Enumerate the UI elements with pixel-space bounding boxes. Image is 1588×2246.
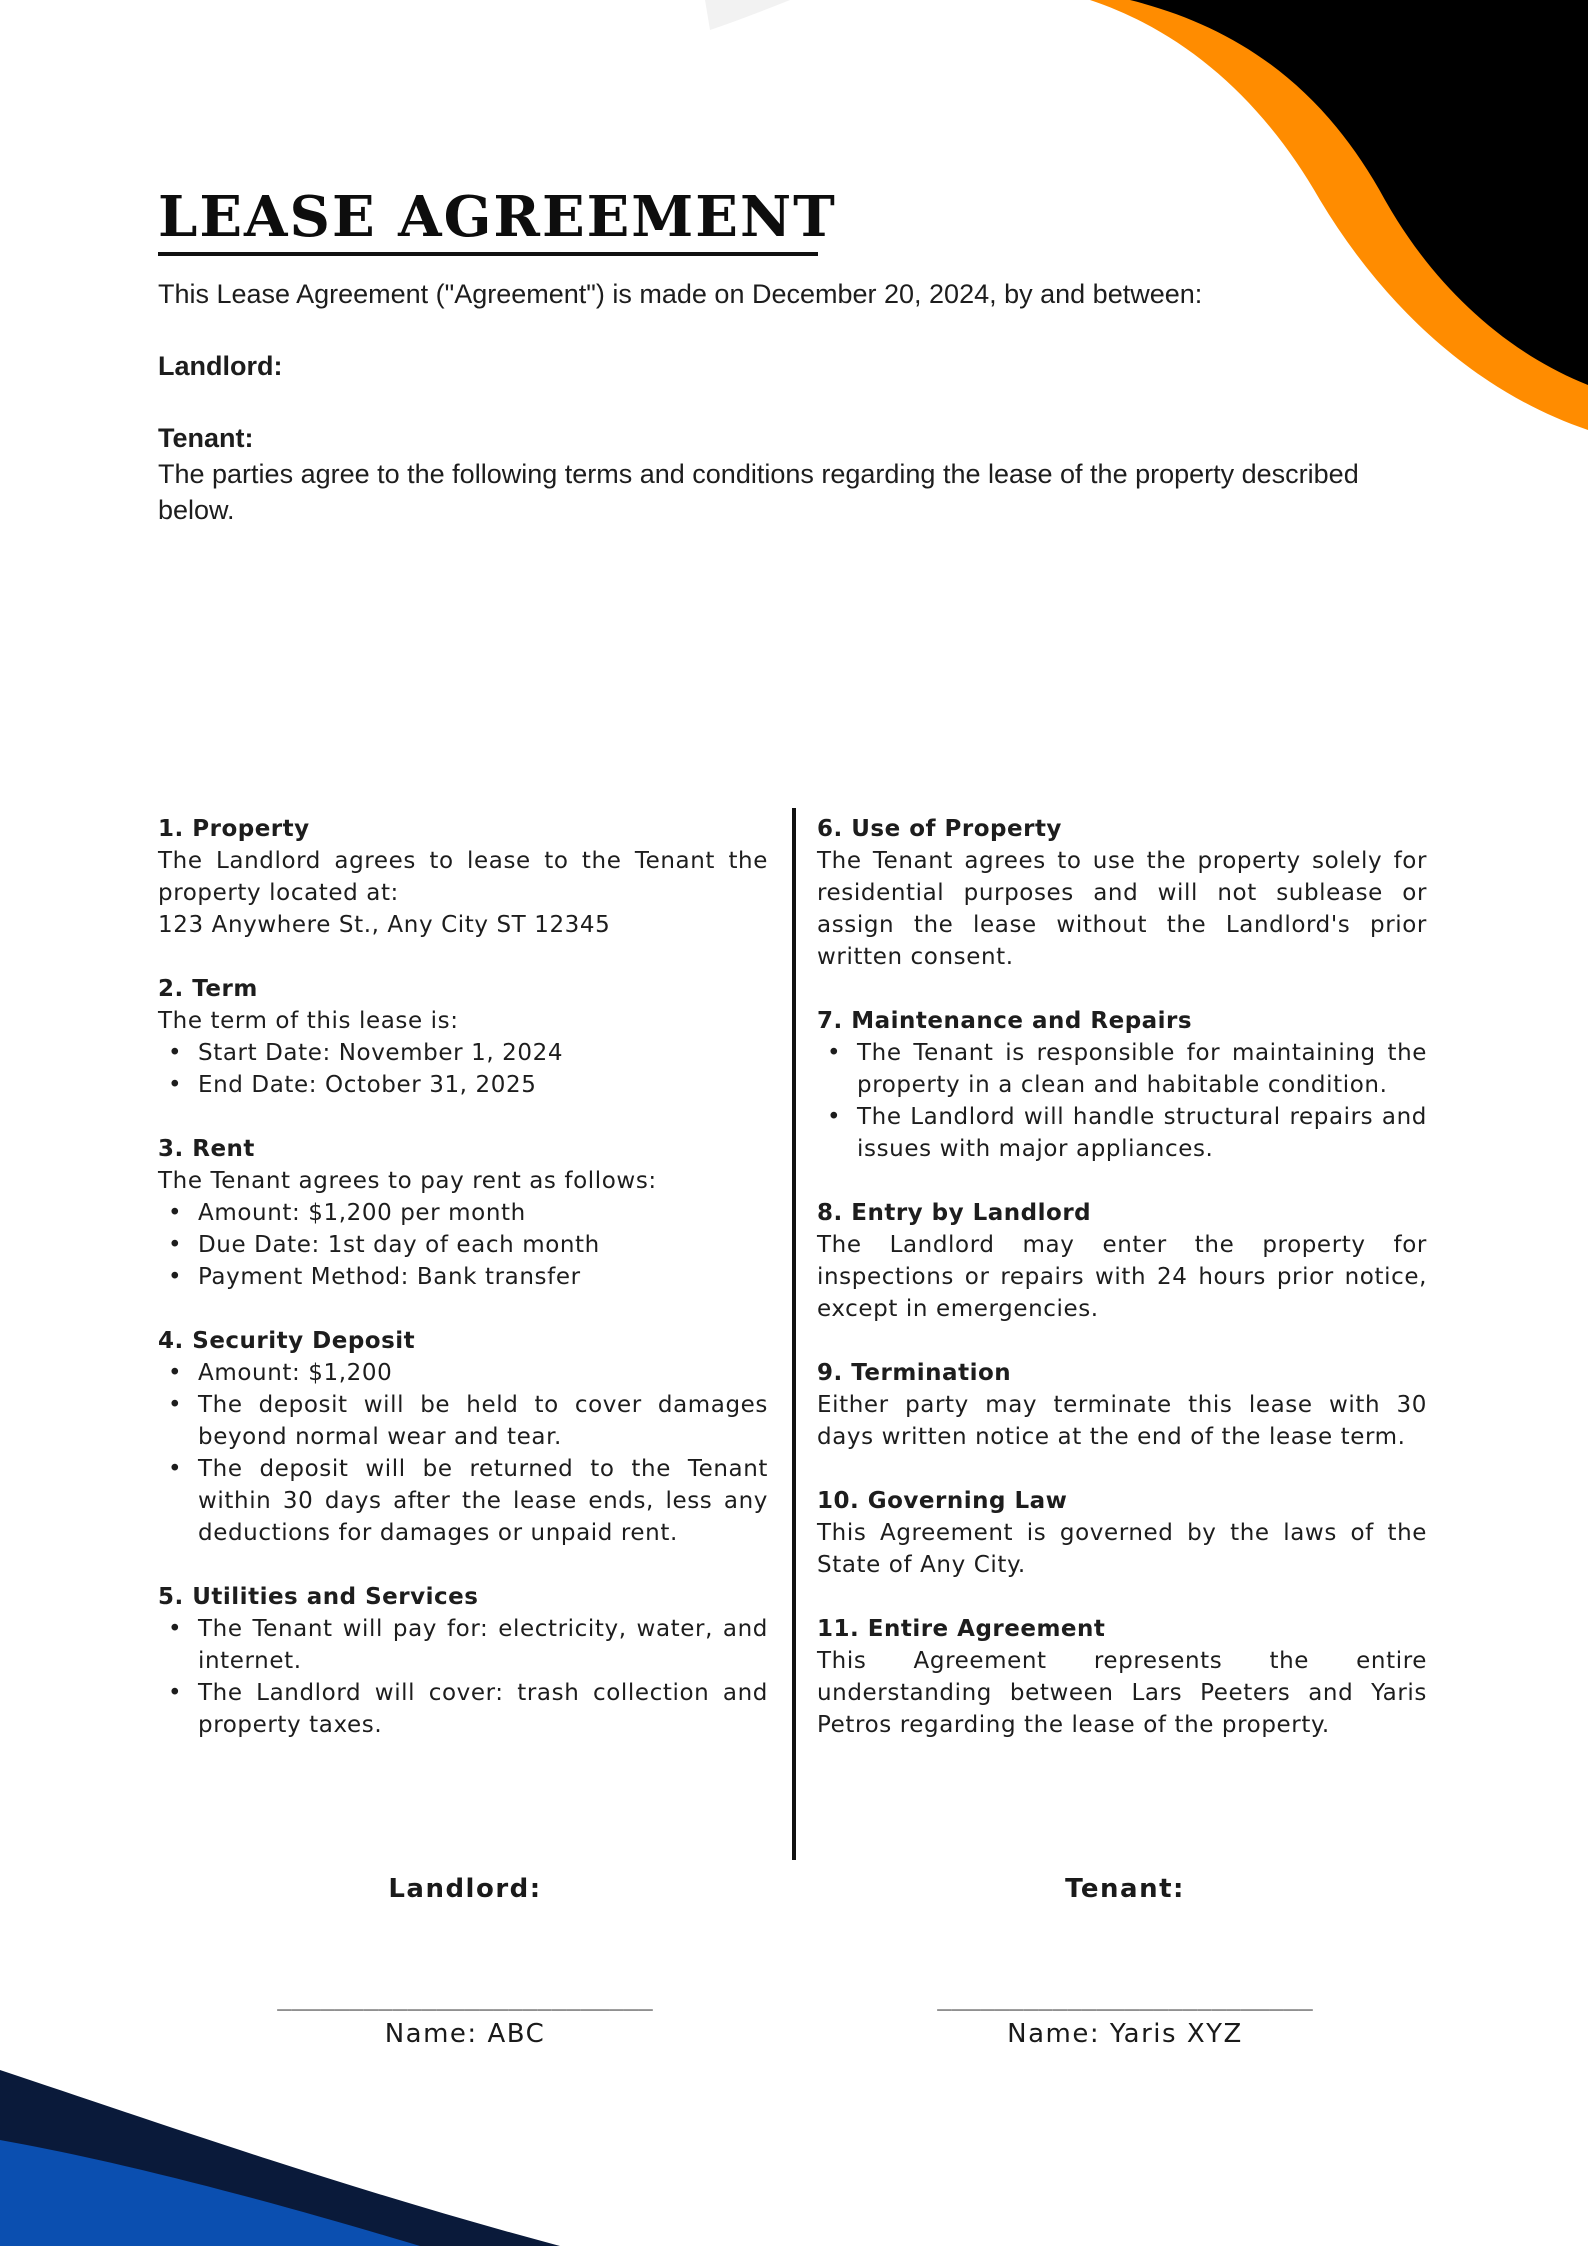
section-heading: 3. Rent xyxy=(158,1136,255,1162)
section-text: The Tenant agrees to use the property solely for residential purposes and will not sublease or assign the lease without the Landlord's prior written consent. xyxy=(817,848,1427,970)
section-security-deposit xyxy=(158,1325,768,1549)
list-item: • Due Date: 1st day of each month xyxy=(168,1232,600,1258)
landlord-name: Name: ABC xyxy=(384,2019,546,2049)
maintenance-list xyxy=(817,1037,1427,1165)
section-termination xyxy=(817,1357,1427,1453)
section-term xyxy=(158,973,768,1101)
section-heading: 1. Property xyxy=(158,816,310,842)
tenant-signature-line: __________________________ xyxy=(937,1983,1313,2011)
section-heading: 10. Governing Law xyxy=(817,1488,1068,1514)
list-item: • The deposit will be returned to the Tenant within 30 days after the lease ends, less any deductions for damages or unpaid rent. xyxy=(168,1456,768,1546)
section-heading: 4. Security Deposit xyxy=(158,1328,416,1354)
list-item: • Payment Method: Bank transfer xyxy=(168,1264,581,1290)
rent-list xyxy=(158,1197,768,1293)
section-heading: 5. Utilities and Services xyxy=(158,1584,479,1610)
section-heading: 7. Maintenance and Repairs xyxy=(817,1008,1193,1034)
list-item: • Start Date: November 1, 2024 xyxy=(168,1040,564,1066)
right-column xyxy=(817,813,1427,1773)
section-heading: 2. Term xyxy=(158,976,258,1002)
document-title: LEASE AGREEMENT xyxy=(158,184,837,250)
section-text: This Agreement is governed by the laws of the State of Any City. xyxy=(817,1520,1427,1578)
intro-sentence: This Lease Agreement ("Agreement") is made on December 20, 2024, by and between: xyxy=(158,279,1203,309)
parties-statement: The parties agree to the following terms and conditions regarding the lease of the property described below. xyxy=(158,459,1359,525)
section-heading: 8. Entry by Landlord xyxy=(817,1200,1092,1226)
section-use-of-property xyxy=(817,813,1427,973)
left-column xyxy=(158,813,768,1773)
list-item: • The Tenant will pay for: electricity, water, and internet. xyxy=(168,1616,768,1674)
section-heading: 11. Entire Agreement xyxy=(817,1616,1106,1642)
section-text: The Landlord may enter the property for inspections or repairs with 24 hours prior notice, except in emergencies. xyxy=(817,1232,1427,1322)
tenant-name: Name: Yaris XYZ xyxy=(1007,2019,1243,2049)
section-utilities xyxy=(158,1581,768,1741)
tenant-signature-heading: Tenant: xyxy=(1065,1874,1185,1904)
landlord-signature-line: __________________________ xyxy=(277,1983,653,2011)
section-heading: 9. Termination xyxy=(817,1360,1012,1386)
list-item: • Amount: $1,200 xyxy=(168,1360,393,1386)
title-underline xyxy=(158,252,818,256)
section-property xyxy=(158,813,768,941)
section-text: The term of this lease is: xyxy=(158,1008,459,1034)
term-list xyxy=(158,1037,768,1101)
utilities-list xyxy=(158,1613,768,1741)
section-entire-agreement xyxy=(817,1613,1427,1741)
list-item: • The Landlord will handle structural repairs and issues with major appliances. xyxy=(827,1104,1427,1162)
deposit-list xyxy=(158,1357,768,1549)
section-text: This Agreement represents the entire understanding between Lars Peeters and Yaris Petros regarding the lease of the property. xyxy=(817,1648,1427,1738)
landlord-label: Landlord: xyxy=(158,351,283,381)
section-governing-law xyxy=(817,1485,1427,1581)
section-maintenance xyxy=(817,1005,1427,1165)
property-address: 123 Anywhere St., Any City ST 12345 xyxy=(158,912,611,938)
section-heading: 6. Use of Property xyxy=(817,816,1062,842)
section-text: Either party may terminate this lease with 30 days written notice at the end of the lease term. xyxy=(817,1392,1427,1450)
list-item: • Amount: $1,200 per month xyxy=(168,1200,526,1226)
section-rent xyxy=(158,1133,768,1293)
tenant-label: Tenant: xyxy=(158,423,254,453)
list-item: • The Tenant is responsible for maintaining the property in a clean and habitable condition. xyxy=(827,1040,1427,1098)
section-text: The Landlord agrees to lease to the Tenant the property located at: xyxy=(158,848,768,906)
list-item: • The Landlord will cover: trash collection and property taxes. xyxy=(168,1680,768,1738)
section-text: The Tenant agrees to pay rent as follows: xyxy=(158,1168,657,1194)
section-entry xyxy=(817,1197,1427,1325)
column-divider xyxy=(792,808,796,1860)
list-item: • End Date: October 31, 2025 xyxy=(168,1072,537,1098)
list-item: • The deposit will be held to cover damages beyond normal wear and tear. xyxy=(168,1392,768,1450)
landlord-signature-heading: Landlord: xyxy=(388,1874,542,1904)
